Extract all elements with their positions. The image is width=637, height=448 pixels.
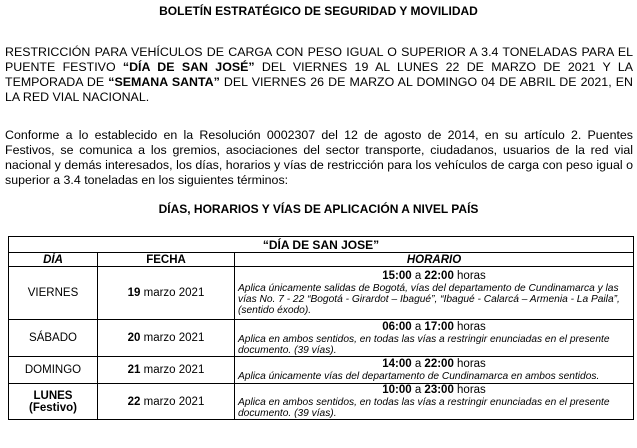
restriction-text-3: DEL VIERNES 26 DE MARZO AL DOMINGO 04 DE ABRIL DE 2021, EN LA RED VIAL NACIONAL.	[5, 75, 633, 104]
table-row	[9, 320, 634, 357]
row-time	[238, 321, 630, 334]
intro-paragraph: Conforme a lo establecido en la Resolución 0002307 del 12 de agosto de 2014, en su artículo 2. Puentes Festivos, se comunica a los gremios, asociaciones del sector transporte, ciudadanos, usuarios de la red vial nacional y demás interesados, los días, horarios y vías de restricción para los vehículos de carga con peso igual o superior a 3.4 toneladas en los siguientes términos:	[5, 128, 633, 187]
row-time-start: 10:00	[382, 384, 412, 396]
row-time-unit: horas	[453, 358, 486, 370]
row-date	[98, 357, 235, 384]
row-time-sep: a	[411, 384, 425, 396]
row-time-unit: horas	[453, 270, 486, 282]
row-time-end: 22:00	[424, 358, 454, 370]
row-schedule	[235, 357, 634, 384]
row-time-sep: a	[411, 358, 425, 370]
table-header-row	[9, 253, 634, 267]
row-description: Aplica únicamente salidas de Bogotá, vías del departamento de Cundinamarca y las vías No. 7 - 22 “Bogotá - Girardot – Ibagué”, “Ibagué - Calarcá – Armenia - La Paila”, (sentido éxodo).	[238, 283, 620, 316]
table-row	[9, 357, 634, 384]
row-time-sep: a	[411, 320, 425, 333]
row-time-start: 14:00	[382, 358, 412, 370]
restriction-text-2: DEL VIERNES 19 AL LUNES 22 DE MARZO DE 2021 Y LA TEMPORADA DE	[5, 60, 633, 89]
row-time-unit: horas	[453, 384, 486, 396]
row-description: Aplica en ambos sentidos, en todas las vías a restringir enunciadas en el presente documento. (39 vías).	[238, 397, 610, 419]
row-time-sep: a	[411, 270, 425, 282]
row-date	[98, 384, 235, 420]
table-band-row	[9, 237, 634, 253]
row-schedule	[235, 267, 634, 320]
row-date-day: 22	[127, 395, 141, 408]
row-time-end: 17:00	[424, 320, 454, 333]
row-date-rest: marzo 2021	[140, 364, 205, 376]
row-day: SÁBADO	[9, 320, 98, 357]
row-day: DOMINGO	[9, 357, 98, 384]
row-date-rest: marzo 2021	[140, 395, 205, 408]
header-dia: DÍA	[9, 253, 98, 267]
row-time-unit: horas	[453, 320, 486, 333]
row-day-name: LUNES	[33, 389, 73, 402]
schedule-table	[8, 236, 634, 420]
restriction-paragraph	[5, 45, 633, 105]
row-time-start: 15:00	[382, 270, 412, 282]
row-day	[9, 384, 98, 420]
row-time	[238, 270, 630, 283]
restriction-text-1: RESTRICCIÓN PARA VEHÍCULOS DE CARGA CON PESO IGUAL O SUPERIOR A 3.4 TONELADAS PARA EL PUENTE FESTIVO	[5, 45, 633, 74]
row-time-end: 23:00	[424, 384, 454, 396]
holiday-name-semana-santa: “SEMANA SANTA”	[108, 75, 220, 89]
row-date-rest: marzo 2021	[140, 332, 205, 344]
row-date-rest: marzo 2021	[140, 287, 205, 299]
row-date-day: 21	[127, 364, 141, 376]
row-day: VIERNES	[9, 267, 98, 320]
row-schedule	[235, 320, 634, 357]
table-row	[9, 267, 634, 320]
row-date-day: 19	[127, 287, 141, 299]
row-date	[98, 267, 235, 320]
section-title: DÍAS, HORARIOS Y VÍAS DE APLICACIÓN A NIVEL PAÍS	[158, 202, 479, 216]
row-description: Aplica en ambos sentidos, en todas las vías a restringir enunciadas en el presente documento. (39 vías).	[238, 333, 610, 356]
row-time-end: 22:00	[424, 270, 454, 282]
row-time-start: 06:00	[382, 320, 412, 333]
header-fecha: FECHA	[98, 253, 235, 267]
table-band-title: “DÍA DE SAN JOSE”	[9, 237, 634, 253]
row-schedule	[235, 384, 634, 420]
row-description: Aplica únicamente vías del departamento de Cundinamarca en ambos sentidos.	[238, 371, 600, 382]
holiday-name-san-jose: “DÍA DE SAN JOSÉ”	[122, 60, 255, 74]
document-title: BOLETÍN ESTRATÉGICO DE SEGURIDAD Y MOVILIDAD	[159, 4, 478, 18]
header-horario: HORARIO	[235, 253, 634, 267]
row-date-day: 20	[127, 332, 141, 344]
table-row	[9, 384, 634, 420]
row-day-note: (Festivo)	[29, 401, 77, 414]
row-time	[238, 384, 630, 397]
row-time	[238, 358, 630, 371]
row-date	[98, 320, 235, 357]
